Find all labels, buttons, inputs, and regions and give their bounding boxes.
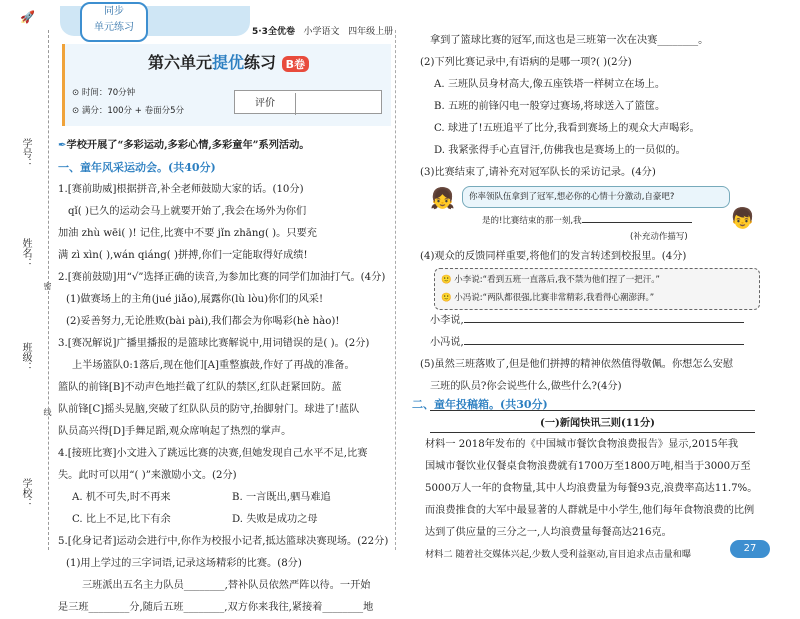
q1-line1: qǐ( )已久的运动会马上就要开始了,我会在场外为你们 (68, 206, 307, 217)
option-c: C. 比上不足,比下有余 (72, 514, 171, 525)
column-divider (395, 30, 396, 550)
series-name: 5·3全优卷 (252, 27, 295, 37)
q3-line1: 上半场篮队0:1落后,现在他们[A]重整旗鼓,作好了再战的准备。 (72, 360, 355, 371)
q3-line4: 队员高兴得[D]手舞足蹈,观众席响起了热烈的掌声。 (58, 426, 292, 437)
q4-right-head: (4)观众的反馈同样重要,将他们的发言转述到校报里。(4分) (420, 251, 687, 262)
cut-line (48, 30, 49, 550)
quote-li (441, 271, 753, 289)
intro-text: 学校开展了“多彩运动,多彩心情,多彩童年”系列活动。 (66, 139, 310, 151)
question-bubble: 你率领队伍拿到了冠军,想必你的心情十分激动,自豪吧? (462, 186, 730, 208)
title-main: 第六单元 (148, 53, 213, 72)
seal-mark: 密 (43, 282, 52, 290)
reply-li-label: 小李说, (430, 315, 464, 326)
quote-box (434, 268, 760, 310)
score-icon: ⊙ (72, 106, 80, 116)
q2-line2: (2)妥善努力,无论胜败(bài pài),我们都会为你喝彩(hè hào)! (66, 316, 340, 327)
material-line1: 材料一 2018年发布的《中国城市餐饮食物浪费报告》显示,2015年我 (425, 439, 739, 450)
q2-line1: (1)做赛场上的主角(jué jiǎo),展露你(lù lòu)你们的风采! (66, 294, 324, 305)
quote-feng (441, 289, 753, 307)
reply-li-blank[interactable] (464, 322, 744, 323)
r-option-a: A. 三班队员身材高大,像五座铁塔一样树立在场上。 (434, 79, 666, 90)
page-title (148, 50, 309, 73)
subsection-title: (一)新闻快讯三则(11分) (540, 417, 655, 429)
q2-head: 2.[赛前鼓励]用“√”选择正确的读音,为参加比赛的同学们加油打气。(4分) (58, 272, 386, 283)
q4-line1: 失。此时可以用“( )”来激励小文。(2分) (58, 470, 237, 481)
q1-head: 1.[赛前助威]根据拼音,补全老师鼓励大家的话。(10分) (58, 184, 304, 195)
boy-icon: 🙂 (441, 275, 452, 285)
quote-feng-text: 小冯说:“两队都很强,比赛非常精彩,我看得心潮澎湃。” (454, 293, 655, 303)
interview-block (420, 184, 765, 246)
student-id-label: 学号： (20, 138, 31, 168)
reporter-icon: 👧 (430, 186, 455, 210)
quote-li-text: 小李说:“看到五班一直落后,我不禁为他们捏了一把汗。” (454, 275, 660, 285)
time-text: 时间：70分钟 (81, 88, 136, 98)
reply-feng (420, 332, 765, 354)
reply-feng-blank[interactable] (464, 344, 744, 345)
q3-head: 3.[赛况解说]广播里播报的是篮球比赛解说中,用词错误的是( )。(2分) (58, 338, 370, 349)
rocket-icon: 🚀 (20, 10, 35, 24)
grade: 四年级上册 (348, 27, 394, 37)
q5-line3: 是三班________分,随后五班________,双方你来我往,紧接着________地 (58, 602, 374, 613)
girl-icon: 🙂 (441, 293, 452, 303)
line-mark: 线 (43, 408, 52, 416)
material-line4: 而浪费推食的大军中最显著的人群就是中小学生,他们每年食物浪费的比例 (425, 505, 755, 516)
r-line1: 拿到了篮球比赛的冠军,而这也是三班第一次在决赛________。 (430, 35, 709, 46)
score-info (72, 104, 184, 116)
intro (58, 134, 390, 157)
badge-line1: 同步 (104, 6, 124, 17)
class-label: 班级： (20, 342, 31, 372)
section-2-title: 二、童年投稿箱。(共30分) (412, 398, 548, 411)
captain-icon: 👦 (730, 206, 755, 230)
time-info (72, 86, 135, 98)
q3-line2: 篮队的前锋[B]不动声色地拦截了红队的禁区,红队赶紧回防。蓝 (58, 382, 342, 393)
series-info (252, 24, 393, 37)
reply-li (420, 310, 765, 332)
school-label: 学校： (20, 478, 31, 508)
material-line6: 材料二 随着社交媒体兴起,少数人受利益驱动,盲目追求点击量和曝 (425, 549, 692, 560)
q4-options-ab (58, 487, 390, 509)
subject: 小学语文 (303, 27, 340, 37)
material-line2: 国城市餐饮业仅餐桌食物浪费就有1700万至1800万吨,相当于3000万至 (425, 461, 751, 472)
q2-right-head: (2)下列比赛记录中,有语病的是哪一项?( )(2分) (420, 57, 632, 68)
q3-right-head: (3)比赛结束了,请补充对冠军队长的采访记录。(4分) (420, 167, 656, 178)
r-option-c: C. 球进了!五班追平了比分,我看到赛场上的观众大声喝彩。 (434, 123, 700, 134)
q5-line2: 三班派出五名主力队员________,替补队员依然严阵以待。一开始 (82, 580, 371, 591)
material-text (425, 434, 770, 544)
answer-blank[interactable] (582, 222, 692, 223)
option-d: D. 失败是成功之母 (232, 514, 318, 525)
r-option-d: D. 我紧张得手心直冒汗,仿佛我也是赛场上的一员似的。 (434, 145, 686, 156)
q5-line1: (1)用上学过的三字词语,记录这场精彩的比赛。(8分) (66, 558, 302, 569)
material-line5: 达到了供应量的三分之一,人均浪费量每餐高达216克。 (425, 527, 672, 538)
evaluation-box (234, 90, 382, 114)
title-highlight: 提优 (212, 53, 245, 72)
hint-text: (补充动作描写) (630, 232, 688, 242)
answer-bubble (482, 212, 692, 230)
q4-head: 4.[接班比赛]小文进入了跳远比赛的决赛,但她发现自己水平不足,比赛 (58, 448, 368, 459)
score-text: 满分：100分 + 卷面分5分 (81, 106, 184, 116)
reply-feng-label: 小冯说, (430, 337, 464, 348)
q5-right-head: (5)虽然三班落败了,但是他们拼搏的精神依然值得敬佩。你想怎么安慰 (420, 359, 734, 370)
r-option-b: B. 五班的前锋闪电一般穿过赛场,将球送入了篮筐。 (434, 101, 666, 112)
pen-icon: ✒ (58, 140, 67, 151)
clock-icon: ⊙ (72, 88, 80, 98)
page-number: 27 (730, 540, 770, 558)
b-badge: B卷 (282, 56, 309, 72)
option-b: B. 一言既出,驷马难追 (232, 492, 331, 503)
q3-line3: 队前锋[C]摇头晃脑,突破了红队队员的防守,抬脚射门。球进了!蓝队 (58, 404, 360, 415)
binding-strip (12, 0, 52, 566)
q4-options-cd (58, 509, 390, 531)
section-1-title: 一、童年风采运动会。(共40分) (58, 161, 216, 174)
name-label: 姓名： (20, 238, 31, 268)
q1-line3: 满 zì xìn( ),wán qiáng( )拼搏,你们一定能取得好成绩! (58, 250, 308, 261)
evaluation-label: 评价 (235, 93, 296, 115)
material-line3: 5000万人一年的食物量,其中人均浪费量为每餐93克,浪费率高达11.7%。 (425, 483, 758, 494)
option-a: A. 机不可失,时不再来 (72, 492, 171, 503)
badge-line2: 单元练习 (94, 22, 134, 33)
right-column (420, 30, 765, 442)
unit-badge (80, 2, 148, 42)
answer-text: 是的!比赛结束的那一刻,我 (482, 216, 582, 226)
left-column (58, 134, 390, 619)
q1-line2: 加油 zhù wēi( )! 记住,比赛中不要 jǐn zhāng( )。只要充 (58, 228, 317, 239)
title-tail: 练习 (244, 53, 277, 72)
q5-right-line: 三班的队员?你会说些什么,做些什么?(4分) (430, 381, 622, 392)
q5-head: 5.[化身记者]运动会进行中,你作为校报小记者,抵达篮球决赛现场。(22分) (58, 536, 389, 547)
